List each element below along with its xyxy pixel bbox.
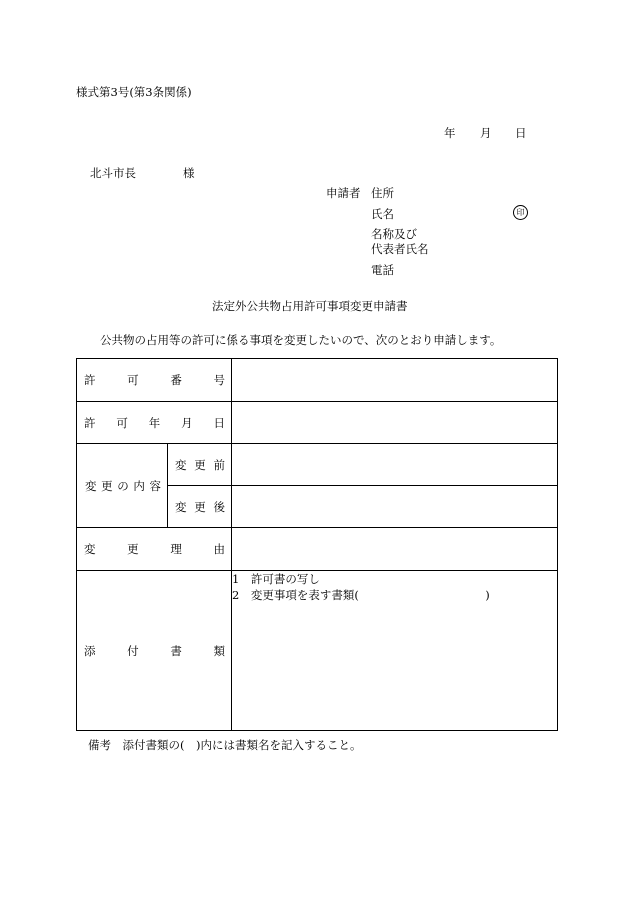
label-char: 容 <box>149 478 161 493</box>
attachments-label <box>77 571 232 731</box>
phone-label: 電話 <box>371 263 394 277</box>
label-char: 許 <box>84 373 96 387</box>
change-content-label <box>77 444 168 528</box>
permit-number-label <box>77 359 232 402</box>
label-char: 許 <box>84 415 96 430</box>
row-change-before <box>77 444 558 486</box>
label-char: 添 <box>84 643 96 658</box>
label-char: 番 <box>170 373 182 387</box>
label-char: 由 <box>213 542 225 556</box>
row-permit-number <box>77 359 558 402</box>
attachment-item: 2 変更事項を表す書類( ) <box>232 588 490 602</box>
label-char: 変 <box>175 457 187 472</box>
permit-number-field[interactable] <box>232 359 558 402</box>
after-field[interactable] <box>232 486 558 528</box>
date-year: 年 <box>444 126 456 140</box>
label-char: 変 <box>84 542 96 556</box>
representative-label-line2: 代表者氏名 <box>371 242 429 256</box>
label-char: 可 <box>116 415 128 430</box>
row-attachments <box>77 571 558 731</box>
label-char: 更 <box>101 478 113 493</box>
address-label: 住所 <box>371 186 394 200</box>
permit-date-field[interactable] <box>232 402 558 444</box>
label-char: 内 <box>133 478 145 493</box>
after-label <box>168 486 232 528</box>
label-char: 更 <box>194 457 206 472</box>
label-char: 号 <box>213 373 225 387</box>
remark: 備考 添付書類の( )内には書類名を記入すること。 <box>88 738 362 752</box>
addressee-honorific: 様 <box>183 166 195 180</box>
form-number: 様式第3号(第3条関係) <box>76 85 192 99</box>
attachments-field[interactable] <box>232 571 558 731</box>
label-char: 変 <box>85 478 97 493</box>
label-char: 書 <box>170 643 182 658</box>
seal-icon: 印 <box>513 205 528 220</box>
label-char: 理 <box>170 542 182 556</box>
row-permit-date <box>77 402 558 444</box>
label-char: 付 <box>127 643 139 658</box>
label-char: 前 <box>213 457 225 472</box>
label-char: 年 <box>148 415 161 430</box>
name-label: 氏名 <box>371 207 394 221</box>
label-char: 日 <box>213 415 225 430</box>
intro-text: 公共物の占用等の許可に係る事項を変更したいので、次のとおり申請します。 <box>100 333 502 347</box>
label-char: 月 <box>181 415 193 430</box>
label-char: 可 <box>127 373 139 387</box>
attachment-item: 1 許可書の写し <box>232 572 320 586</box>
date-month: 月 <box>480 126 492 140</box>
application-table <box>76 358 558 731</box>
before-field[interactable] <box>232 444 558 486</box>
label-char: 変 <box>175 499 187 514</box>
addressee-name: 北斗市長 <box>90 166 136 180</box>
label-char: 更 <box>127 542 139 556</box>
date-day: 日 <box>515 126 527 140</box>
reason-field[interactable] <box>232 528 558 571</box>
label-char: 類 <box>213 643 225 658</box>
label-char: 後 <box>213 499 225 514</box>
document-title: 法定外公共物占用許可事項変更申請書 <box>212 299 408 313</box>
label-char: の <box>117 478 129 493</box>
label-char: 更 <box>194 499 206 514</box>
before-label <box>168 444 232 486</box>
representative-label-line1: 名称及び <box>371 227 417 241</box>
row-reason <box>77 528 558 571</box>
permit-date-label <box>77 402 232 444</box>
reason-label <box>77 528 232 571</box>
applicant-label: 申請者 <box>326 186 361 200</box>
